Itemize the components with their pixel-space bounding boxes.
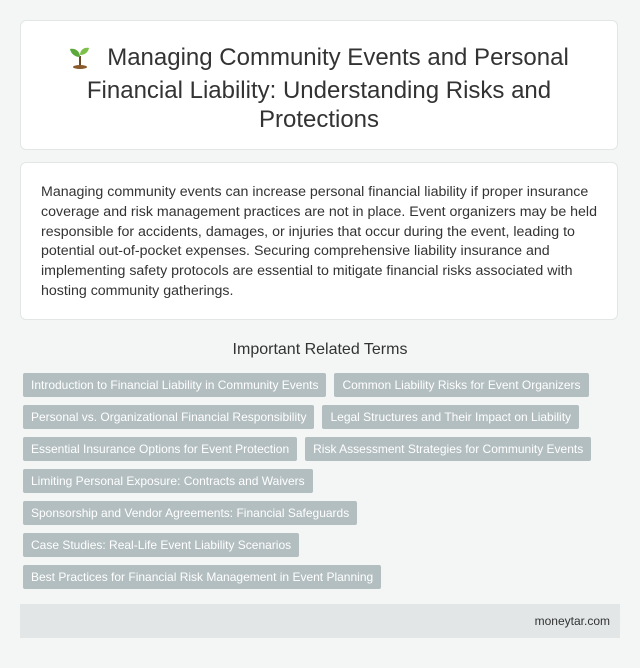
summary-card — [20, 162, 618, 320]
page-title-text: Managing Community Events and Personal Financial Liability: Understanding Risks and Protections — [86, 44, 569, 133]
term-tag[interactable]: Risk Assessment Strategies for Community Events — [305, 437, 591, 461]
term-tag[interactable]: Legal Structures and Their Impact on Liability — [322, 405, 579, 429]
title-card — [20, 20, 618, 150]
term-tag[interactable]: Best Practices for Financial Risk Management in Event Planning — [23, 565, 381, 589]
summary-text: Managing community events can increase personal financial liability if proper insurance coverage and risk management practices are not in place. Event organizers may be held responsible for accidents, damages, or injuries that occur during the event, leading to potential out-of-pocket expenses. Securing comprehensive liability insurance and implementing safety protocols are essential to mitigate financial risks associated with hosting community gatherings. — [41, 184, 597, 299]
term-tag[interactable]: Limiting Personal Exposure: Contracts and Waivers — [23, 469, 313, 493]
related-terms-heading: Important Related Terms — [232, 341, 408, 358]
term-tag[interactable]: Common Liability Risks for Event Organizers — [334, 373, 588, 397]
sprout-icon — [69, 45, 91, 76]
footer — [20, 604, 620, 638]
term-tag[interactable]: Essential Insurance Options for Event Protection — [23, 437, 297, 461]
term-tag[interactable]: Personal vs. Organizational Financial Responsibility — [23, 405, 314, 429]
term-tag[interactable]: Introduction to Financial Liability in Community Events — [23, 373, 326, 397]
related-terms-list — [23, 373, 623, 589]
term-tag[interactable]: Case Studies: Real-Life Event Liability Scenarios — [23, 533, 299, 557]
term-tag[interactable]: Sponsorship and Vendor Agreements: Financial Safeguards — [23, 501, 357, 525]
footer-site[interactable]: moneytar.com — [534, 614, 610, 628]
page-title — [21, 21, 617, 134]
